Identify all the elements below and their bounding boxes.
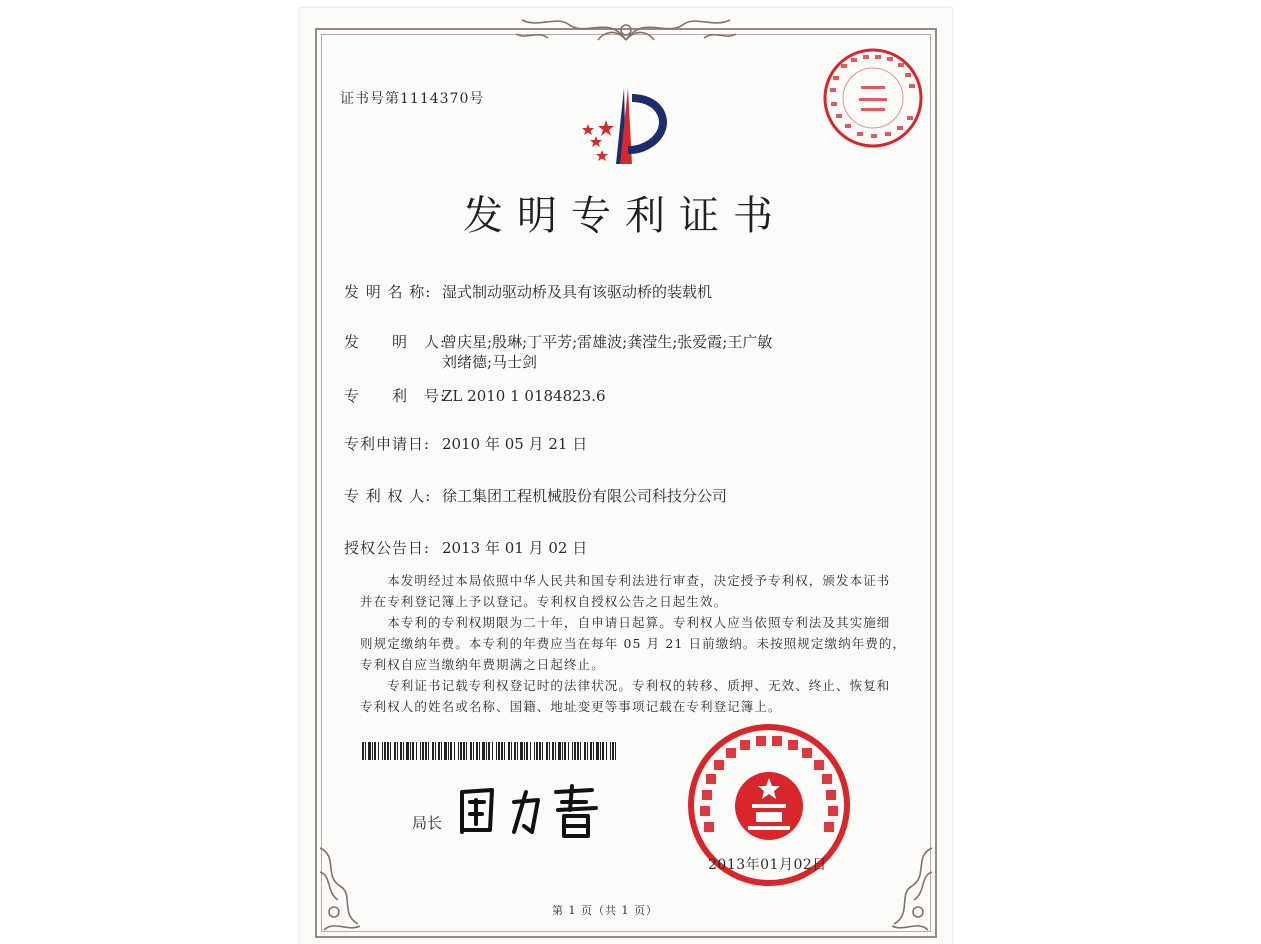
invention-name-value: 湿式制动驱动桥及具有该驱动桥的装载机 [442, 283, 713, 301]
grant-date-value: 2013 年 01 月 02 日 [442, 539, 588, 557]
application-date-label: 专利申请日: [344, 435, 431, 453]
grant-date-row [344, 538, 587, 558]
inventors-row [344, 332, 772, 352]
bottom-left-ornament [314, 842, 370, 938]
top-ornament [508, 10, 744, 50]
seal-date: 2013年01月02日 [708, 857, 827, 873]
sipo-logo-icon [566, 84, 676, 168]
patentee-value: 徐工集团工程机械股份有限公司科技分公司 [442, 487, 728, 505]
page-indicator: 第 1 页（共 1 页） [552, 904, 658, 917]
statement-line: 则规定缴纳年费。本专利的年费应当在每年 05 月 21 日前缴纳。未按照规定缴纳年费的， [360, 636, 907, 651]
grant-date-label: 授权公告日: [344, 539, 431, 557]
director-label: 局长 [412, 814, 443, 832]
inventors-value: 曾庆星;殷琳;丁平芳;雷雄波;龚滢生;张爱霞;王广敏 [442, 333, 773, 351]
certificate-title: 发明专利证书 [463, 193, 787, 239]
statement-line: 并在专利登记簿上予以登记。专利权自授权公告之日起生效。 [360, 594, 728, 609]
statement-line: 专利证书记载专利权登记时的法律状况。专利权的转移、质押、无效、终止、恢复和 [360, 678, 891, 693]
application-date-value: 2010 年 05 月 21 日 [442, 435, 588, 453]
application-date-row [344, 434, 587, 454]
director-signature [452, 780, 612, 842]
patent-number-row [344, 386, 606, 406]
statement-line: 本发明经过本局依照中华人民共和国专利法进行审查，决定授予专利权，颁发本证书 [360, 573, 891, 588]
inventors-value-line2: 刘绪德;马士剑 [442, 353, 538, 371]
invention-name-label: 发 明 名 称: [344, 283, 432, 301]
barcode [362, 742, 616, 760]
statement-line: 专利权自应当缴纳年费期满之日起终止。 [360, 657, 605, 672]
patent-number-value: ZL 2010 1 0184823.6 [442, 387, 606, 405]
inventors-label: 发 明 人: [344, 333, 447, 351]
stamp-duty-seal [821, 46, 925, 150]
patentee-label: 专 利 权 人: [344, 487, 432, 505]
patentee-row [344, 486, 727, 506]
bottom-right-ornament [882, 842, 938, 938]
invention-name-row [344, 282, 712, 302]
patent-number-label: 专 利 号: [344, 387, 447, 405]
statement-line: 专利权人的姓名或名称、国籍、地址变更等事项记载在专利登记簿上。 [360, 699, 782, 714]
certificate-number: 证书号第1114370号 [340, 91, 485, 107]
statement-line: 本专利的专利权期限为二十年，自申请日起算。专利权人应当依照专利法及其实施细 [360, 615, 891, 630]
